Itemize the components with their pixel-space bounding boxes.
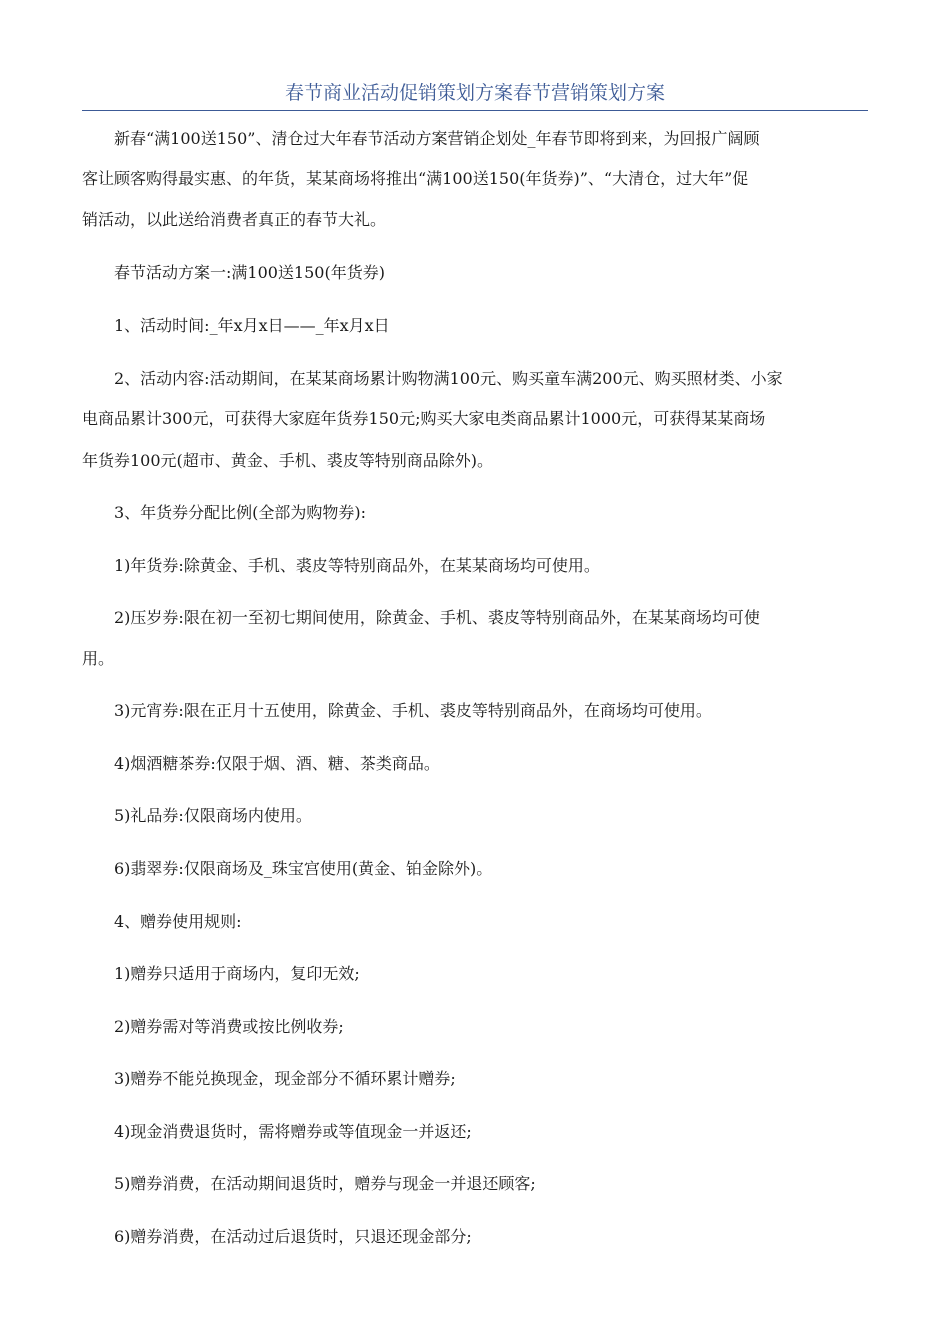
coupon-item <box>82 605 868 631</box>
activity-content-cont <box>82 406 868 432</box>
coupon-item: 1)年货券:除黄金、手机、裘皮等特别商品外，在某某商场均可使用。 <box>114 556 600 575</box>
rule-item: 2)赠券需对等消费或按比例收券; <box>114 1017 344 1036</box>
coupon-item: 5)礼品券:仅限商场内使用。 <box>114 806 312 825</box>
activity-content-line: 电商品累计300元，可获得大家庭年货券150元;购买大家电类商品累计1000元，可获得某某商场 <box>82 409 766 428</box>
intro-paragraph-end <box>82 207 868 233</box>
document-page <box>82 0 868 1344</box>
coupon-item: 4)烟酒糖茶券:仅限于烟、酒、糖、茶类商品。 <box>114 754 440 773</box>
usage-rules-heading: 4、赠券使用规则: <box>114 912 242 931</box>
coupon-ratio-heading: 3、年货券分配比例(全部为购物券): <box>114 503 367 522</box>
coupon-line: 2)压岁券:限在初一至初七期间使用，除黄金、手机、裘皮等特别商品外，在某某商场均可使 <box>114 608 760 627</box>
plan-heading: 春节活动方案一:满100送150(年货券) <box>114 263 385 282</box>
rule-item: 6)赠券消费，在活动过后退货时，只退还现金部分; <box>114 1227 472 1246</box>
activity-content-line: 2、活动内容:活动期间，在某某商场累计购物满100元、购买童车满200元、购买照材类、小家 <box>114 369 783 388</box>
intro-paragraph <box>82 126 868 152</box>
document-title: 春节商业活动促销策划方案春节营销策划方案 <box>284 82 665 104</box>
coupon-item: 6)翡翠券:仅限商场及_珠宝宫使用(黄金、铂金除外)。 <box>114 859 493 878</box>
activity-content-line: 年货券100元(超市、黄金、手机、裘皮等特别商品除外)。 <box>82 451 494 470</box>
coupon-item: 3)元宵券:限在正月十五使用，除黄金、手机、裘皮等特别商品外，在商场均可使用。 <box>114 701 712 720</box>
intro-line: 新春“满100送150”、清仓过大年春节活动方案营销企划处_年春节即将到来，为回报广阔顾 <box>114 129 760 148</box>
activity-time: 1、活动时间:_年x月x日——_年x月x日 <box>114 316 390 335</box>
rule-item: 1)赠券只适用于商场内，复印无效; <box>114 964 360 983</box>
activity-content-end <box>82 448 868 474</box>
coupon-item-cont <box>82 646 868 672</box>
rule-item: 5)赠券消费，在活动期间退货时，赠券与现金一并退还顾客; <box>114 1174 536 1193</box>
rule-item: 3)赠券不能兑换现金，现金部分不循环累计赠券; <box>114 1069 456 1088</box>
document-header <box>82 78 868 111</box>
intro-paragraph-cont <box>82 166 868 192</box>
activity-content <box>82 366 868 392</box>
intro-line: 销活动，以此送给消费者真正的春节大礼。 <box>82 210 387 229</box>
coupon-line: 用。 <box>82 649 115 668</box>
rule-item: 4)现金消费退货时，需将赠券或等值现金一并返还; <box>114 1122 472 1141</box>
intro-line: 客让顾客购得最实惠、的年货，某某商场将推出“满100送150(年货券)”、“大清仓，过大年”促 <box>82 169 749 188</box>
